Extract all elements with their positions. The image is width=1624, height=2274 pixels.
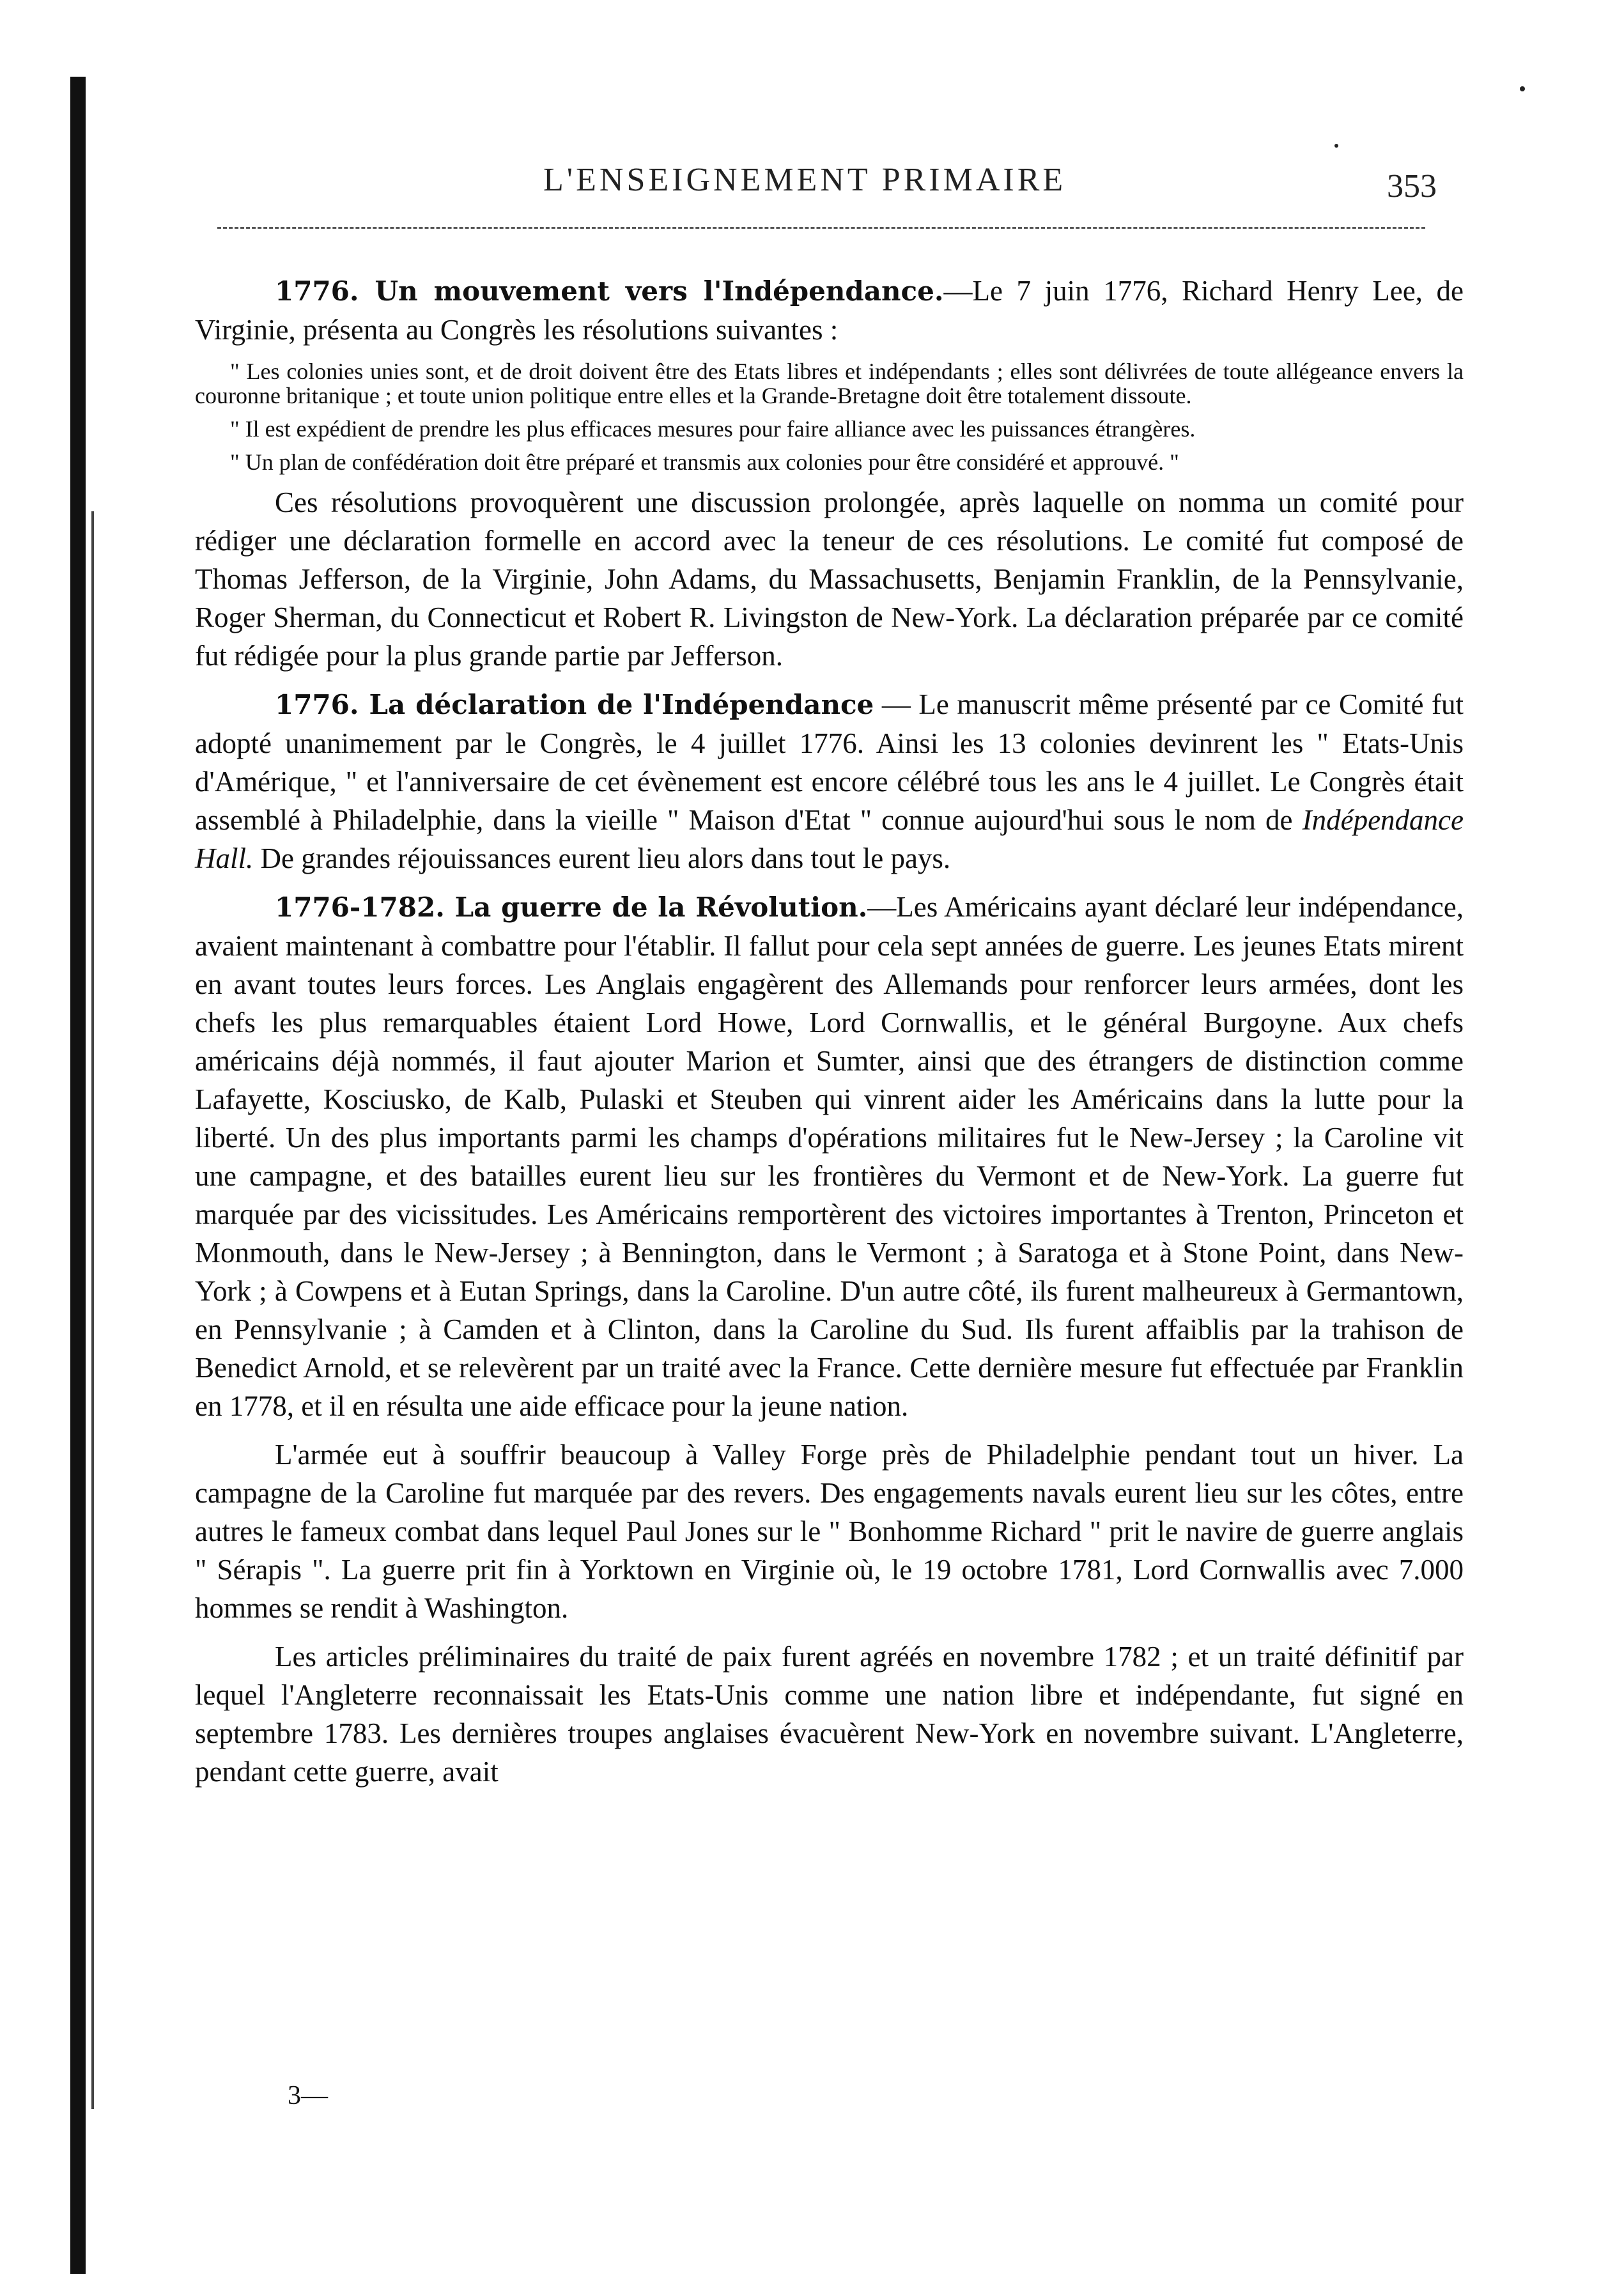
section-heading: 1776. La déclaration de l'Indépendance [275, 689, 874, 720]
section-heading: 1776. Un mouvement vers l'Indépendance. [275, 275, 944, 307]
signature-mark: 3— [288, 2081, 328, 2110]
page-binding-edge [70, 77, 86, 2274]
resolution-quote: " Les colonies unies sont, et de droit doivent être des Etats libres et indépendants ; elles sont délivrées de toute allégeance envers la couronne britanique ; et toute union politique entre elles et la Grande-Bretagne doit être totalement dissoute. [195, 359, 1464, 408]
paragraph-army: L'armée eut à souffrir beaucoup à Valley Forge près de Philadelphie pendant tout un hiver. La campagne de la Caroline fut marquée par des revers. Des engagements navals eurent lieu sur les côtes, entre autres le fameux combat dans lequel Paul Jones sur le " Bonhomme Richard " prit le navire de guerre anglais " Sérapis ". La guerre prit fin à Yorktown en Virginie où, le 19 octobre 1781, Lord Cornwallis avec 7.000 hommes se rendit à Washington. [195, 1439, 1464, 1624]
page-body [195, 272, 1464, 1801]
paragraph-text: — Le manuscrit même présenté par ce Comité fut adopté unanimement par le Congrès, le 4 juillet 1776. Ainsi les 13 colonies devinrent les " Etats-Unis d'Amérique, " et l'anniversaire de cet évènement est encore célébré tous les ans le 4 juillet. Le Congrès était assemblé à Philadelphie, dans la vieille " Maison d'Etat " connue aujourd'hui sous le nom de [195, 688, 1464, 836]
paragraph-text: De grandes réjouissances eurent lieu alors dans tout le pays. [253, 842, 951, 874]
section-heading: 1776-1782. La guerre de la Révolution. [275, 892, 868, 923]
header-rule [217, 227, 1425, 229]
paragraph-revolution [195, 888, 1464, 1425]
paragraph-text: —Les Américains ayant déclaré leur indépendance, avaient maintenant à combattre pour l'établir. Il fallut pour cela sept années de guerre. Les jeunes Etats mirent en avant toutes leurs forces. Les Anglais engagèrent des Allemands pour renforcer leurs armées, dont les chefs les plus remarquables étaient Lord Howe, Lord Cornwallis, et le général Burgoyne. Aux chefs américains déjà nommés, il faut ajouter Marion et Sumter, ainsi que des étrangers de distinction comme Lafayette, Kosciusko, de Kalb, Pulaski et Steuben qui vinrent aider les Américains dans la lutte pour la liberté. Un des plus importants parmi les champs d'opérations militaires fut le New-Jersey ; la Caroline vit une campagne, et des batailles eurent lieu sur les frontières du Vermont et de New-York. La guerre fut marquée par des vicissitudes. Les Américains remportèrent des victoires importantes à Trenton, Princeton et Monmouth, dans le New-Jersey ; à Bennington, dans le Vermont ; à Saratoga et à Stone Point, dans New-York ; à Cowpens et à Eutan Springs, dans la Caroline. D'un autre côté, ils furent malheureux à Germantown, en Pennsylvanie ; à Camden et à Clinton, dans la Caroline du Sud. Ils furent affaiblis par la trahison de Benedict Arnold, et se relevèrent par un traité avec la France. Cette dernière mesure fut effectuée par Franklin en 1778, et il en résulta une aide efficace pour la jeune nation. [195, 891, 1464, 1422]
running-header-title: L'ENSEIGNEMENT PRIMAIRE [543, 162, 1067, 198]
paragraph-independence-movement [195, 272, 1464, 349]
paragraph-declaration [195, 685, 1464, 878]
page-number: 353 [1387, 168, 1437, 205]
paragraph-treaty: Les articles préliminaires du traité de paix furent agréés en novembre 1782 ; et un traité définitif par lequel l'Angleterre reconnaissait les Etats-Unis comme une nation libre et indépendante, fut signé en septembre 1783. Les dernières troupes anglaises évacuèrent New-York en novembre suivant. L'Angleterre, pendant cette guerre, avait [195, 1641, 1464, 1788]
page-binding-shadow [91, 511, 94, 2109]
print-speck [1334, 144, 1338, 148]
paragraph-committee: Ces résolutions provoquèrent une discussion prolongée, après laquelle on nomma un comité pour rédiger une déclaration formelle en accord avec la teneur de ces résolutions. Le comité fut composé de Thomas Jefferson, de la Virginie, John Adams, du Massachusetts, Benjamin Franklin, de la Pennsylvanie, Roger Sherman, du Connecticut et Robert R. Livingston de New-York. La déclaration préparée par ce comité fut rédigée pour la plus grande partie par Jefferson. [195, 486, 1464, 672]
resolution-quote: " Il est expédient de prendre les plus efficaces mesures pour faire alliance avec les puissances étrangères. [230, 416, 1196, 442]
italic-text: Indépendance Hall. [195, 804, 1464, 874]
print-speck [1520, 86, 1525, 91]
resolution-quote: " Un plan de confédération doit être préparé et transmis aux colonies pour être considéré et approuvé. " [230, 449, 1179, 475]
paragraph-text: —Le 7 juin 1776, Richard Henry Lee, de Virginie, présenta au Congrès les résolutions suivantes : [195, 275, 1464, 346]
